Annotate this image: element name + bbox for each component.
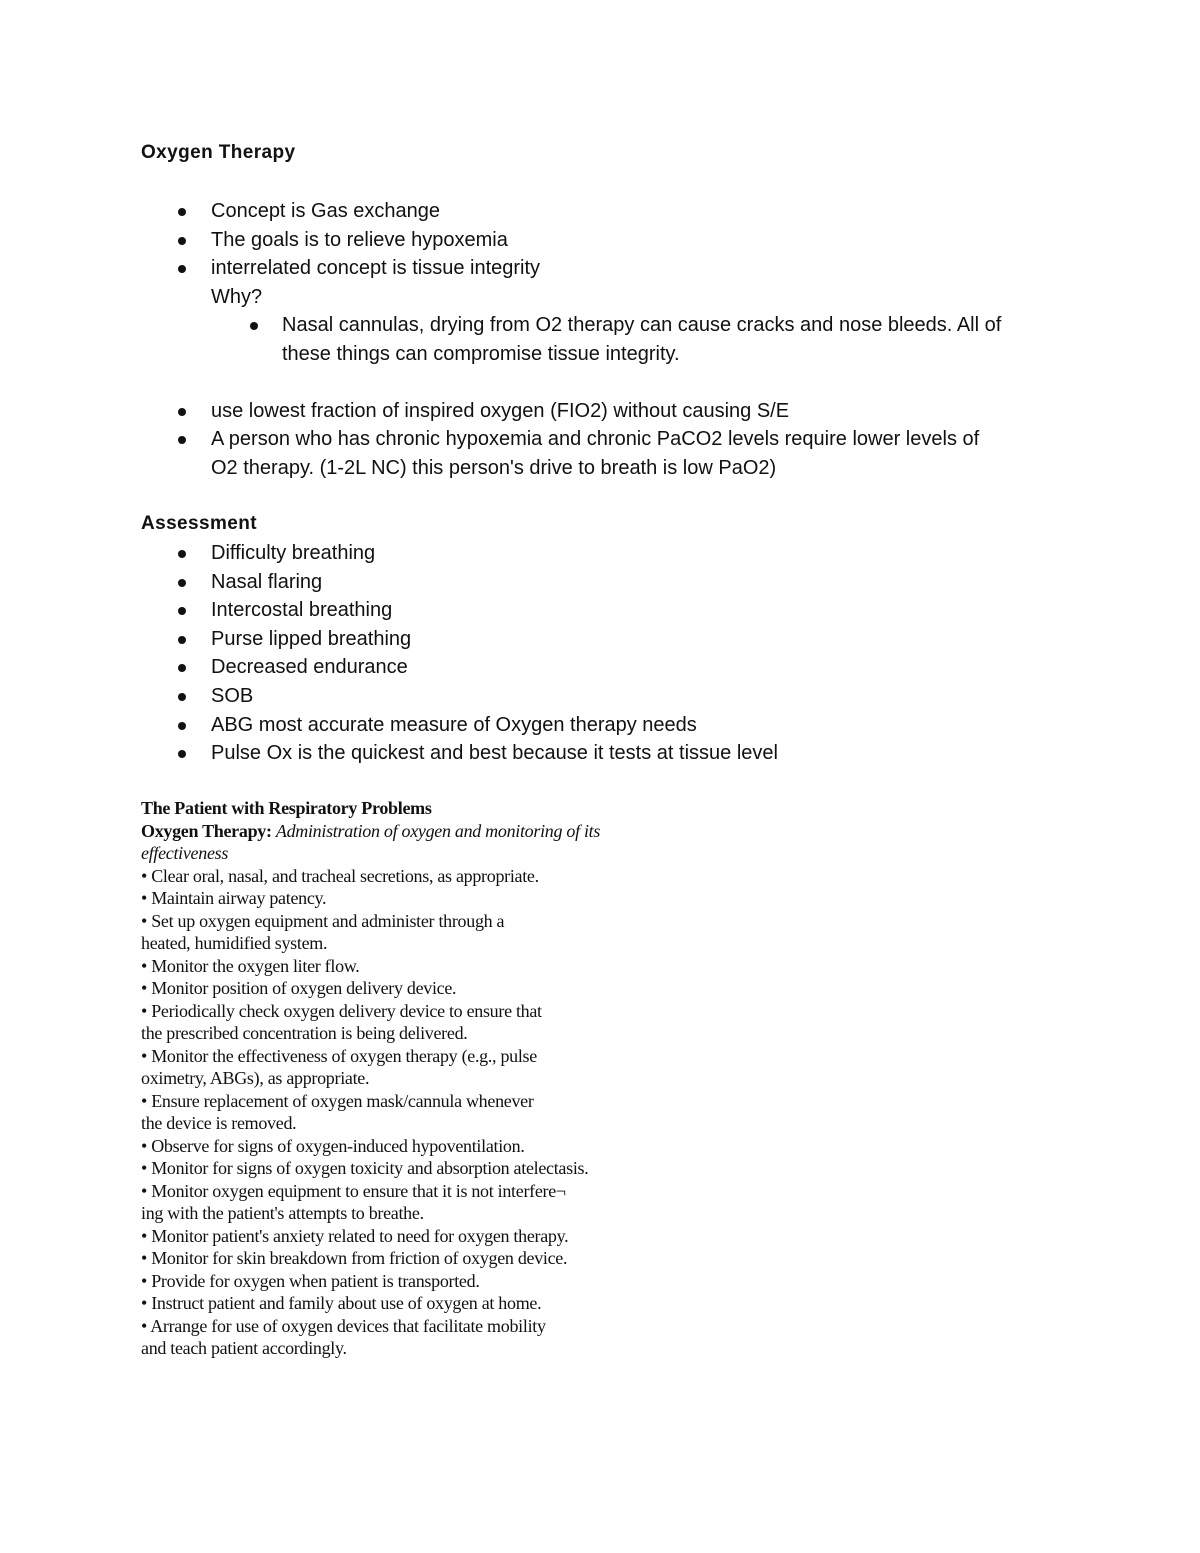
nic-line: • Clear oral, nasal, and tracheal secretions, as appropriate. — [141, 865, 539, 886]
nic-definition-line1: Administration of oxygen and monitoring of its — [275, 820, 601, 841]
bullet-icon — [178, 550, 186, 558]
nic-label: Oxygen Therapy: — [141, 820, 272, 841]
list-item: Concept is Gas exchange — [0, 197, 1091, 226]
list-item: Difficulty breathing — [0, 539, 1091, 568]
list-item: ABG most accurate measure of Oxygen therapy needs — [0, 711, 1091, 740]
spacer — [0, 369, 1091, 397]
bullet-icon — [178, 579, 186, 587]
nic-line: • Instruct patient and family about use of oxygen at home. — [141, 1293, 542, 1313]
list-item: Intercostal breathing — [0, 596, 1091, 625]
bullet-icon — [178, 265, 186, 273]
list-item: Purse lipped breathing — [0, 625, 1091, 654]
nic-line: • Ensure replacement of oxygen mask/cannula whenever — [141, 1090, 534, 1111]
nic-line: • Monitor the effectiveness of oxygen therapy (e.g., pulse — [141, 1045, 537, 1066]
nic-definition-line2: effectiveness — [141, 843, 229, 863]
nic-line: the device is removed. — [141, 1113, 297, 1133]
nic-line: • Monitor the oxygen liter flow. — [141, 955, 360, 976]
list-item: interrelated concept is tissue integrity — [0, 254, 1091, 283]
bullet-icon — [178, 436, 186, 444]
sub-list-item-continuation: these things can compromise tissue integrity. — [282, 342, 680, 365]
assessment-heading: Assessment — [141, 513, 257, 534]
list-item: use lowest fraction of inspired oxygen (FIO2) without causing S/E — [0, 397, 1091, 426]
bullet-icon — [178, 664, 186, 672]
bullet-icon — [178, 722, 186, 730]
nic-line: • Arrange for use of oxygen devices that facilitate mobility — [141, 1315, 546, 1336]
list-item: Decreased endurance — [0, 653, 1091, 682]
nic-title: The Patient with Respiratory Problems — [141, 798, 432, 818]
list-item: SOB — [0, 682, 1091, 711]
list-item-continuation: O2 therapy. (1-2L NC) this person's drive to breath is low PaO2) — [211, 456, 777, 479]
nic-line: ing with the patient's attempts to breathe. — [141, 1203, 424, 1223]
nic-excerpt — [141, 797, 701, 1360]
nic-line: • Set up oxygen equipment and administer through a — [141, 910, 505, 931]
nic-line: oximetry, ABGs), as appropriate. — [141, 1068, 370, 1088]
bullet-icon — [178, 693, 186, 701]
bullet-icon — [178, 408, 186, 416]
list-item-why: Why? — [211, 285, 263, 308]
bullet-icon — [178, 237, 186, 245]
nic-line: heated, humidified system. — [141, 933, 328, 953]
assessment-list — [0, 539, 1091, 768]
nic-line: and teach patient accordingly. — [141, 1338, 347, 1358]
nic-line: • Monitor for signs of oxygen toxicity and absorption atelectasis. — [141, 1158, 589, 1178]
sub-list-item: Nasal cannulas, drying from O2 therapy can cause cracks and nose bleeds. All of — [0, 311, 1082, 340]
nic-line: • Monitor for skin breakdown from friction of oxygen device. — [141, 1248, 568, 1268]
bullet-icon — [250, 322, 258, 330]
nic-line: • Provide for oxygen when patient is transported. — [141, 1270, 480, 1291]
bullet-icon — [178, 636, 186, 644]
nic-definition — [141, 820, 701, 843]
oxygen-therapy-list — [0, 197, 1091, 482]
nic-line: the prescribed concentration is being delivered. — [141, 1023, 468, 1043]
bullet-icon — [178, 607, 186, 615]
bullet-icon — [178, 208, 186, 216]
oxygen-therapy-heading: Oxygen Therapy — [141, 142, 296, 163]
list-item: A person who has chronic hypoxemia and chronic PaCO2 levels require lower levels of — [0, 425, 1091, 454]
nic-line: • Monitor position of oxygen delivery device. — [141, 978, 457, 998]
bullet-icon — [178, 750, 186, 758]
nic-line: • Monitor patient's anxiety related to need for oxygen therapy. — [141, 1225, 569, 1246]
nic-line: • Observe for signs of oxygen-induced hypoventilation. — [141, 1135, 525, 1156]
list-item: Pulse Ox is the quickest and best because it tests at tissue level — [0, 739, 1091, 768]
nic-line: • Monitor oxygen equipment to ensure that it is not interfere¬ — [141, 1180, 566, 1201]
nic-line: • Periodically check oxygen delivery device to ensure that — [141, 1000, 542, 1021]
list-item: The goals is to relieve hypoxemia — [0, 226, 1091, 255]
list-item: Nasal flaring — [0, 568, 1091, 597]
nic-line: • Maintain airway patency. — [141, 888, 327, 908]
